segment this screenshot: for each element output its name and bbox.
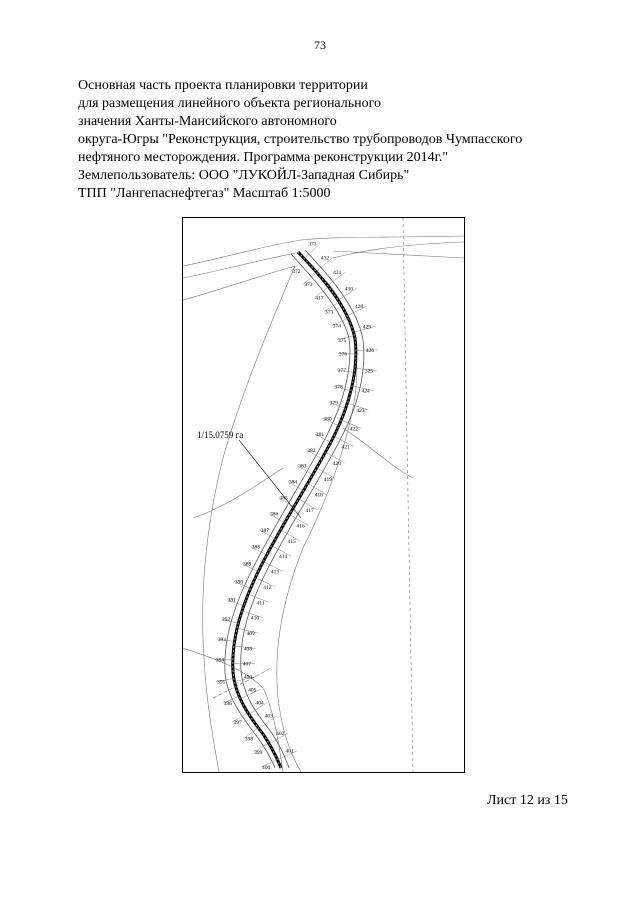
point-label: 391: [227, 597, 237, 604]
point-label: 424: [361, 388, 370, 395]
page-number: 73: [314, 38, 326, 52]
point-label: 412: [263, 584, 272, 591]
point-label: 432: [320, 255, 330, 262]
point-label: 383: [298, 463, 307, 470]
point-label: 376: [338, 351, 348, 358]
point-label: 404: [255, 700, 264, 707]
point-label: 407: [242, 661, 252, 668]
point-label: 398: [244, 736, 254, 743]
heading-line-5: нефтяного месторождения. Программа реконструкции 2014г.": [78, 150, 449, 165]
point-label: 402: [276, 730, 285, 737]
point-label: 388: [251, 544, 260, 551]
point-label: 392: [221, 616, 231, 623]
point-label: 387: [260, 528, 270, 535]
area-label: 1/15.0759 га: [197, 430, 244, 440]
point-label: 396: [223, 701, 232, 708]
point-label: 423: [356, 407, 365, 414]
point-label: 373: [308, 241, 317, 248]
point-label: 419: [323, 476, 333, 483]
point-label: 409: [246, 631, 255, 638]
point-label: 373: [325, 309, 334, 316]
point-label: 403: [264, 713, 273, 720]
point-label: 421: [341, 444, 350, 451]
heading-line-3: значения Ханты-Мансийского автономного: [78, 114, 337, 129]
planning-map: [183, 218, 464, 772]
point-labels: [215, 241, 378, 771]
point-label: 426: [365, 347, 375, 354]
map-frame: [182, 217, 465, 773]
point-label: 408: [243, 646, 253, 653]
point-label: 415: [287, 538, 296, 545]
point-label: 417: [305, 508, 314, 515]
point-label: 390: [234, 579, 244, 586]
point-label: 399: [254, 750, 263, 757]
point-label: 384: [288, 479, 298, 486]
point-label: 410: [250, 615, 260, 622]
point-label: 374: [332, 323, 342, 330]
point-label: 385: [279, 495, 288, 502]
point-label: 395: [217, 679, 226, 686]
point-label: 386: [270, 511, 279, 518]
point-label: 413: [270, 569, 280, 576]
point-label: 418: [314, 492, 323, 499]
point-label: 375: [337, 337, 347, 344]
heading-line-6: Землепользователь: ООО "ЛУКОЙЛ-Западная Сибирь": [78, 168, 410, 183]
point-label: 372: [292, 269, 301, 276]
point-label: 373: [304, 282, 313, 289]
point-label: 325: [364, 368, 374, 375]
point-label: 430: [344, 286, 353, 293]
point-label: 428: [354, 304, 364, 311]
point-label: 401: [285, 748, 294, 755]
point-label: 381: [315, 432, 325, 439]
point-label: 405: [248, 687, 257, 694]
document-heading: [78, 77, 598, 203]
sheet-label: Лист 12 из 15: [487, 793, 568, 808]
point-label: 382: [307, 447, 316, 454]
point-label: 414: [279, 554, 288, 561]
heading-line-1: Основная часть проекта планировки территории: [78, 78, 368, 93]
point-label: 378: [334, 384, 343, 391]
heading-line-2: для размещения линейного объекта регионального: [78, 96, 382, 111]
point-label: 431: [333, 270, 342, 277]
point-label: 389: [243, 561, 252, 568]
heading-line-4: округа-Югры "Реконструкция, строительство трубопроводов Чумпасского: [78, 132, 523, 147]
point-label: 377: [337, 367, 346, 374]
point-label: 416: [296, 523, 305, 530]
point-label: 406: [243, 674, 253, 681]
point-label: 379: [329, 400, 338, 407]
point-label: 411: [256, 600, 265, 607]
point-label: 422: [349, 426, 358, 433]
point-label: 380: [323, 416, 332, 423]
heading-line-7: ТПП "Лангепаснефтегаз" Масштаб 1:5000: [78, 186, 331, 201]
point-label: 429: [362, 324, 372, 331]
point-label: 417: [315, 295, 324, 302]
point-label: 420: [332, 460, 342, 467]
point-label: 394: [215, 657, 225, 664]
point-label: 400: [261, 765, 271, 772]
point-label: 393: [217, 636, 226, 643]
point-label: 397: [233, 720, 242, 727]
